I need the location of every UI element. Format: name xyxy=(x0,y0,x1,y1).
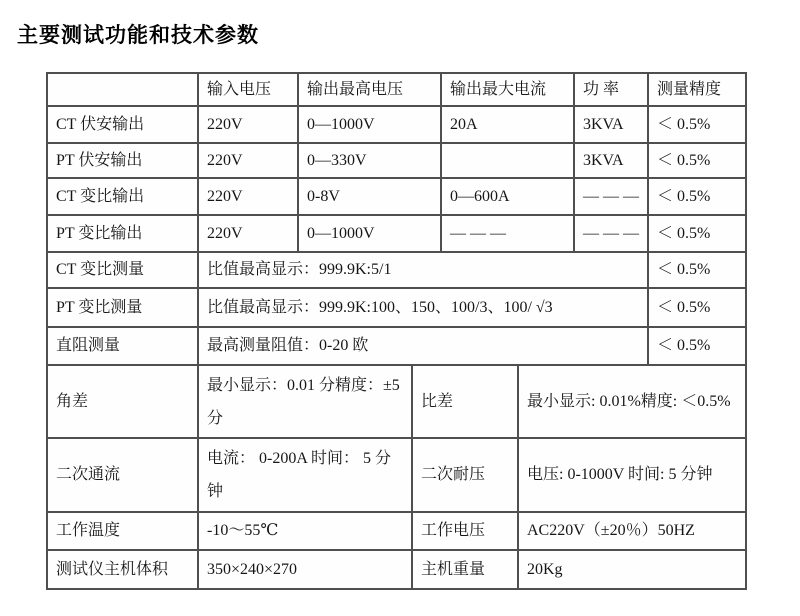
row-label: 测试仪主机体积 xyxy=(48,551,199,588)
header-cell-max-output-voltage: 输出最高电压 xyxy=(299,74,442,105)
left-value: -10～55℃ xyxy=(199,513,413,549)
max-output-voltage-value: 0—1000V xyxy=(299,216,442,251)
table-row-angle-error xyxy=(48,366,745,439)
max-output-voltage-value: 0—1000V xyxy=(299,107,442,142)
table-header-row xyxy=(48,74,745,107)
row-label: CT 变比测量 xyxy=(48,253,199,287)
right-value: 电压: 0-1000V 时间: 5 分钟 xyxy=(527,466,713,484)
header-cell-max-output-current: 输出最大电流 xyxy=(442,74,575,105)
right-value: 最小显示: 0.01%精度: ＜0.5% xyxy=(527,392,731,410)
accuracy-value: ＜ 0.5% xyxy=(657,187,711,205)
right-label: 工作电压 xyxy=(413,513,519,549)
accuracy-value: ＜ 0.5% xyxy=(657,298,711,316)
measure-value: 比值最高显示：999.9K:100、150、100/3、100/ √3 xyxy=(199,289,649,326)
row-label: PT 伏安输出 xyxy=(48,144,199,177)
accuracy-value: ＜ 0.5% xyxy=(657,337,711,355)
row-label: 直阻测量 xyxy=(48,328,199,364)
table-row-pt-ratio-measure xyxy=(48,289,745,328)
table-row-secondary-current xyxy=(48,439,745,513)
table-row-host-dimensions xyxy=(48,551,745,588)
row-label: 二次通流 xyxy=(48,439,199,511)
row-label: CT 变比输出 xyxy=(48,179,199,214)
left-value: 电流： 0-200A 时间： 5 分钟 xyxy=(199,439,413,511)
power-value: 3KVA xyxy=(575,107,649,142)
input-voltage-value: 220V xyxy=(199,107,299,142)
max-output-current-value xyxy=(442,144,575,177)
table-row-working-temperature xyxy=(48,513,745,551)
table-row-ct-ratio-measure xyxy=(48,253,745,289)
table-row-pt-va-output xyxy=(48,144,745,179)
measure-value: 最高测量阻值：0-20 欧 xyxy=(199,328,649,364)
accuracy-value: ＜ 0.5% xyxy=(657,115,711,133)
row-label: CT 伏安输出 xyxy=(48,107,199,142)
right-value: AC220V（±20％）50HZ xyxy=(527,522,695,540)
spec-table xyxy=(46,72,747,590)
right-value: 20Kg xyxy=(527,560,563,578)
accuracy-value: ＜ 0.5% xyxy=(657,224,711,242)
max-output-current-value: 20A xyxy=(442,107,575,142)
left-value: 350×240×270 xyxy=(199,551,413,588)
power-value: 3KVA xyxy=(575,144,649,177)
max-output-voltage-value: 0—330V xyxy=(299,144,442,177)
table-row-ct-ratio-output xyxy=(48,179,745,216)
header-cell-input-voltage: 输入电压 xyxy=(199,74,299,105)
right-label: 比差 xyxy=(413,366,519,437)
right-label: 二次耐压 xyxy=(413,439,519,511)
page-title: 主要测试功能和技术参数 xyxy=(17,23,259,47)
accuracy-value: ＜ 0.5% xyxy=(657,261,711,279)
power-value: — — — xyxy=(575,179,649,214)
input-voltage-value: 220V xyxy=(199,216,299,251)
power-value: — — — xyxy=(575,216,649,251)
left-value: 最小显示：0.01 分精度：±5 分 xyxy=(199,366,413,437)
input-voltage-value: 220V xyxy=(199,144,299,177)
header-cell-accuracy: 测量精度 xyxy=(657,80,722,98)
table-row-ct-va-output xyxy=(48,107,745,144)
table-row-dc-resistance-measure xyxy=(48,328,745,366)
max-output-current-value: 0—600A xyxy=(442,179,575,214)
header-cell-blank xyxy=(48,74,199,105)
input-voltage-value: 220V xyxy=(199,179,299,214)
max-output-current-value: — — — xyxy=(442,216,575,251)
max-output-voltage-value: 0-8V xyxy=(299,179,442,214)
header-cell-power: 功 率 xyxy=(575,74,649,105)
row-label: PT 变比输出 xyxy=(48,216,199,251)
measure-value: 比值最高显示：999.9K:5/1 xyxy=(199,253,649,287)
row-label: 角差 xyxy=(48,366,199,437)
row-label: 工作温度 xyxy=(48,513,199,549)
table-row-pt-ratio-output xyxy=(48,216,745,253)
row-label: PT 变比测量 xyxy=(48,289,199,326)
right-label: 主机重量 xyxy=(413,551,519,588)
accuracy-value: ＜ 0.5% xyxy=(657,151,711,169)
